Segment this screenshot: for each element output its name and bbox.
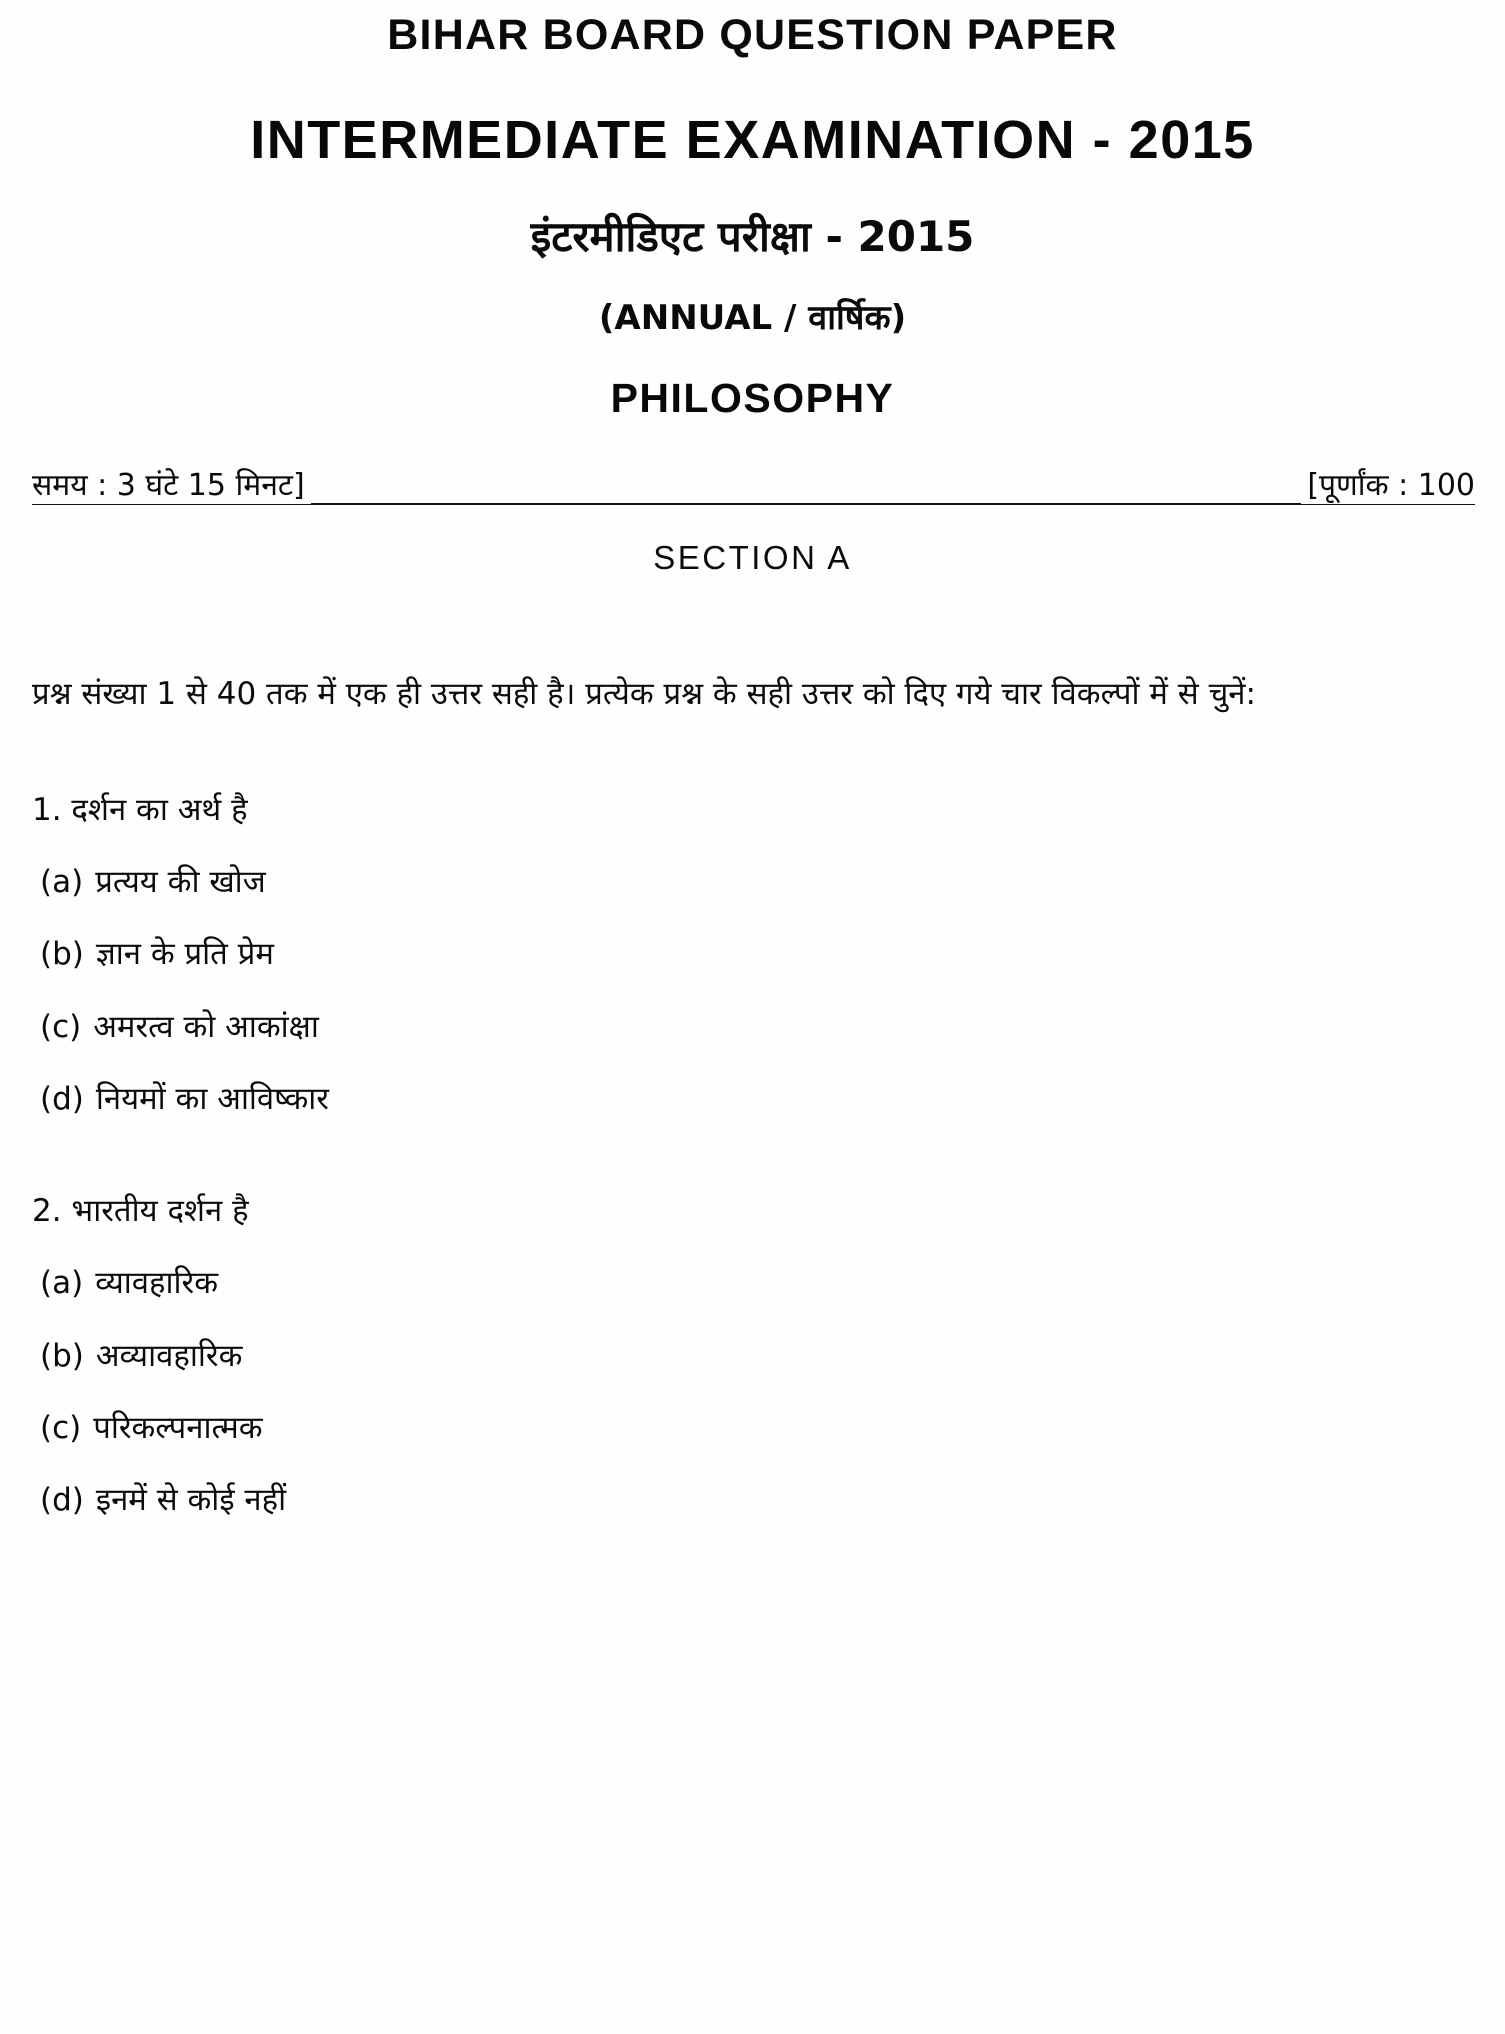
exam-title-english: INTERMEDIATE EXAMINATION - 2015	[250, 110, 1255, 170]
paper-body	[32, 577, 1467, 1520]
time-allowed-label: समय : 3 घंटे 15 मिनट]	[32, 467, 311, 505]
option-row[interactable]	[32, 1047, 1467, 1119]
exam-type: (ANNUAL / वार्षिक)	[598, 298, 907, 339]
instructions-paragraph: प्रश्न संख्या 1 से 40 तक में एक ही उत्तर सही है। प्रत्येक प्रश्न के सही उत्तर को दिए गये चार विकल्पों में से चुनें:	[32, 676, 1256, 713]
question-text: 2. भारतीय दर्शन है	[32, 1193, 249, 1230]
option-label: (a)	[40, 1265, 84, 1302]
option-row[interactable]	[32, 1448, 1467, 1520]
question-text: 1. दर्शन का अर्थ है	[32, 791, 248, 828]
option-row[interactable]	[32, 1376, 1467, 1448]
full-marks-label: [पूर्णांक : 100	[1301, 467, 1475, 505]
option-label: (b)	[40, 936, 84, 973]
option-label: (c)	[40, 1409, 82, 1446]
option-text: परिकल्पनात्मक	[93, 1409, 263, 1446]
option-text: प्रत्यय की खोज	[95, 863, 266, 900]
option-label: (b)	[40, 1337, 84, 1374]
option-text: अव्यावहारिक	[95, 1337, 243, 1374]
option-text: व्यावहारिक	[95, 1265, 219, 1302]
question-block	[32, 1119, 1467, 1520]
section-heading: SECTION A	[653, 539, 852, 577]
option-text: इनमें से कोई नहीं	[95, 1482, 287, 1519]
option-label: (a)	[40, 863, 84, 900]
exam-title-hindi: इंटरमीडिएट परीक्षा - 2015	[530, 212, 975, 261]
option-row[interactable]	[32, 975, 1467, 1047]
subject-title: PHILOSOPHY	[610, 375, 895, 422]
question-block	[32, 720, 1467, 1119]
option-row[interactable]	[32, 1304, 1467, 1376]
option-text: अमरत्व को आकांक्षा	[93, 1008, 319, 1045]
option-row[interactable]	[32, 1231, 1467, 1303]
paper-header	[0, 0, 1505, 422]
option-label: (d)	[40, 1080, 84, 1117]
board-title: BIHAR BOARD QUESTION PAPER	[387, 11, 1118, 59]
option-text: ज्ञान के प्रति प्रेम	[95, 936, 274, 973]
option-label: (c)	[40, 1008, 82, 1045]
option-label: (d)	[40, 1482, 84, 1519]
option-text: नियमों का आविष्कार	[95, 1080, 329, 1117]
time-and-marks-row	[32, 457, 1475, 505]
option-row[interactable]	[32, 902, 1467, 974]
option-row[interactable]	[32, 830, 1467, 902]
